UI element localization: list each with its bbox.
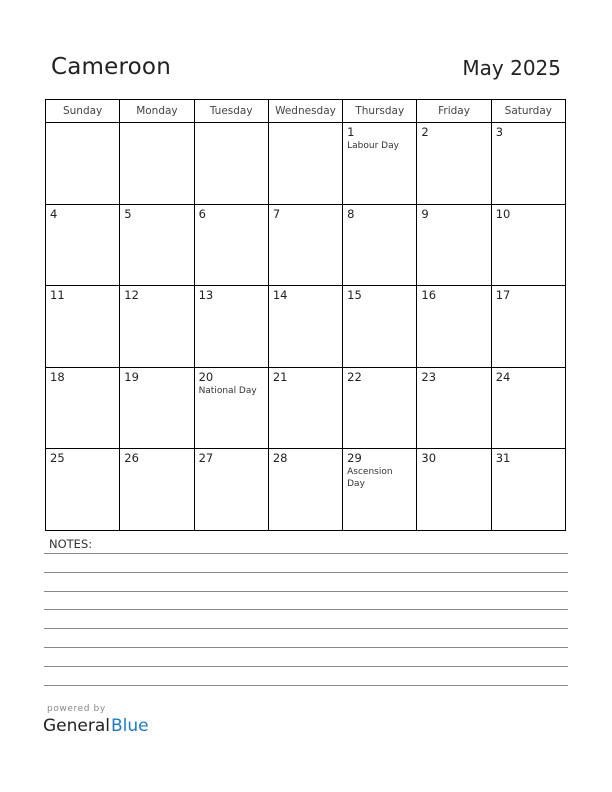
day-cell [194, 286, 268, 368]
day-number: 1 [347, 125, 355, 139]
brand-general: General [43, 716, 110, 736]
day-number: 5 [124, 206, 132, 221]
day-number: 3 [495, 125, 504, 139]
day-number: 8 [347, 206, 355, 221]
month-year-title: May 2025 [462, 56, 561, 80]
powered-by-text: powered by [47, 704, 106, 714]
weekday-saturday: Saturday [491, 100, 565, 123]
day-cell [46, 123, 120, 205]
weekday-sunday: Sunday [46, 100, 120, 123]
day-number: 14 [272, 288, 288, 302]
day-cell [46, 204, 120, 286]
day-cell [194, 367, 268, 449]
day-cell [46, 449, 120, 531]
day-cell [417, 449, 491, 531]
day-number: 11 [50, 288, 65, 302]
day-number: 2 [421, 125, 429, 139]
day-number: 7 [272, 206, 281, 221]
brand-blue: Blue [111, 716, 149, 736]
note-line [44, 647, 568, 648]
day-number: 19 [124, 369, 139, 384]
day-cell [268, 204, 342, 286]
note-line [44, 591, 568, 592]
day-number: 6 [198, 206, 206, 221]
day-cell [194, 123, 268, 205]
day-number: 26 [124, 451, 139, 465]
holiday-label: National Day [198, 385, 257, 396]
day-number: 20 [198, 369, 214, 384]
week-row [46, 286, 566, 368]
day-number: 12 [124, 288, 139, 302]
day-cell [343, 204, 417, 286]
day-number: 24 [495, 369, 511, 384]
day-number: 23 [421, 369, 437, 384]
note-line [44, 666, 568, 667]
note-line [44, 609, 568, 610]
day-cell [491, 449, 565, 531]
note-line [44, 628, 568, 629]
week-row [46, 367, 566, 449]
day-cell [417, 123, 491, 205]
weekday-tuesday: Tuesday [194, 100, 268, 123]
day-number: 22 [347, 369, 362, 384]
day-cell [268, 367, 342, 449]
day-cell [194, 204, 268, 286]
day-cell [491, 123, 565, 205]
week-row [46, 449, 566, 531]
day-cell [46, 367, 120, 449]
day-number: 17 [495, 288, 511, 302]
day-cell [268, 449, 342, 531]
day-number: 31 [495, 451, 511, 465]
day-number: 4 [50, 206, 58, 221]
day-cell [268, 123, 342, 205]
weekday-wednesday: Wednesday [268, 100, 342, 123]
day-cell [46, 286, 120, 368]
notes-label: NOTES: [49, 537, 93, 551]
day-number: 25 [50, 451, 65, 465]
day-number: 18 [50, 369, 65, 384]
day-number: 10 [495, 206, 511, 221]
day-number: 30 [421, 451, 437, 465]
day-cell [343, 286, 417, 368]
day-cell [417, 204, 491, 286]
day-cell [491, 286, 565, 368]
day-cell [120, 449, 194, 531]
day-number: 29 [347, 451, 362, 465]
day-number: 9 [421, 206, 429, 221]
holiday-label: Ascension Day [347, 467, 393, 489]
country-title: Cameroon [51, 54, 171, 80]
weekday-header-row [46, 100, 566, 123]
weekday-friday: Friday [417, 100, 491, 123]
day-cell [120, 204, 194, 286]
day-number: 13 [198, 288, 214, 302]
day-cell [417, 286, 491, 368]
note-line [44, 553, 568, 554]
day-number: 27 [198, 451, 214, 465]
day-cell [491, 204, 565, 286]
day-cell [343, 449, 417, 531]
day-cell [120, 286, 194, 368]
generalblue-logo [43, 716, 149, 736]
day-cell [491, 367, 565, 449]
week-row [46, 123, 566, 205]
holiday-label: Labour Day [347, 141, 399, 151]
note-line [44, 685, 568, 686]
calendar-grid [45, 99, 566, 531]
day-number: 16 [421, 288, 437, 302]
week-row [46, 204, 566, 286]
weekday-thursday: Thursday [343, 100, 417, 123]
day-number: 21 [272, 369, 288, 384]
weekday-monday: Monday [120, 100, 194, 123]
day-number: 15 [347, 288, 362, 302]
day-cell [120, 367, 194, 449]
day-cell [417, 367, 491, 449]
day-number: 28 [272, 451, 288, 465]
day-cell [343, 123, 417, 205]
day-cell [194, 449, 268, 531]
note-line [44, 572, 568, 573]
day-cell [343, 367, 417, 449]
day-cell [268, 286, 342, 368]
day-cell [120, 123, 194, 205]
